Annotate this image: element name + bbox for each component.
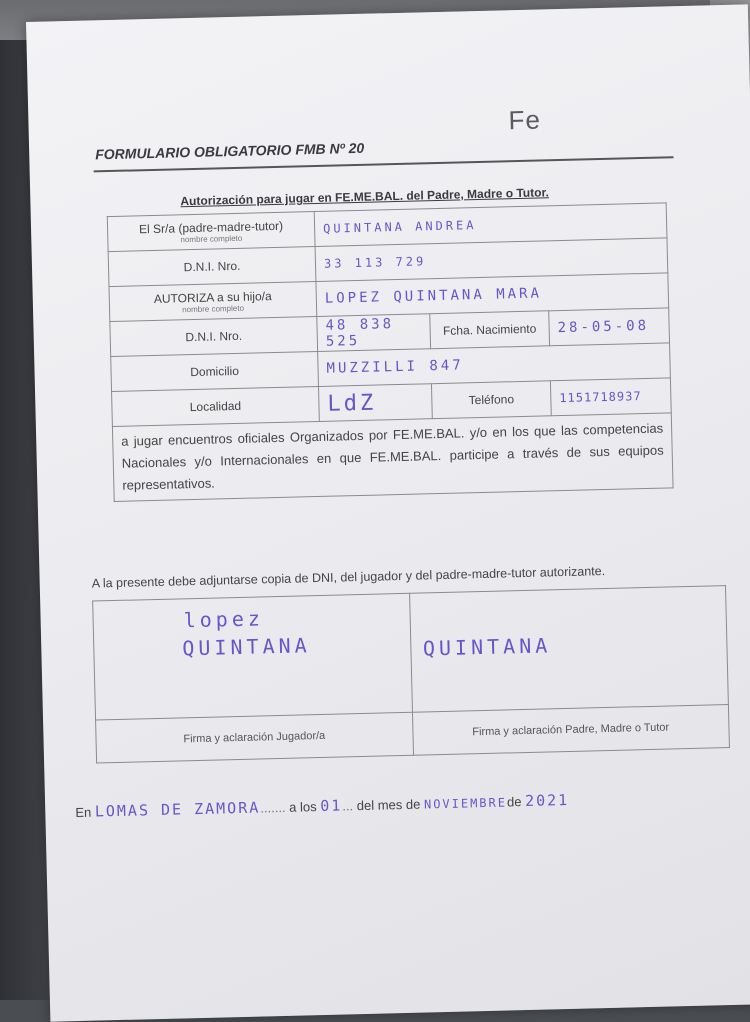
tutor-label-cell <box>107 212 315 252</box>
footer-en: En <box>75 804 92 821</box>
parent-signature: QUINTANA <box>422 633 552 661</box>
tutor-label: El Sr/a (padre-madre-tutor) <box>138 218 284 236</box>
form-paper <box>26 4 750 1021</box>
authorizes-label-cell <box>109 281 317 321</box>
tutor-name-field[interactable]: QUINTANA ANDREA <box>314 203 667 247</box>
player-signature-box[interactable] <box>93 593 412 720</box>
parent-signature-box[interactable] <box>409 586 728 713</box>
signature-space-row <box>93 586 729 720</box>
authorizes-sublabel: nombre completo <box>182 303 245 314</box>
locality-label: Localidad <box>112 386 320 426</box>
player-signature-caption: Firma y aclaración Jugador/a <box>96 712 413 763</box>
address-field[interactable]: MUZZILLI 847 <box>318 343 671 387</box>
birthdate-label: Fcha. Nacimiento <box>430 311 550 349</box>
signature-table <box>92 585 730 763</box>
footer-day-field[interactable]: 01 <box>320 796 343 816</box>
corner-mark: Fe <box>508 104 542 136</box>
dni-copy-note: A la presente debe adjuntarse copia de DNI, del jugador y del padre-madre-tutor autorizante. <box>91 564 606 591</box>
place-date-line <box>75 791 569 821</box>
footer-a-los: a los <box>289 799 317 815</box>
form-subtitle: Autorización para jugar en FE.ME.BAL. del Padre, Madre o Tutor. <box>180 185 549 209</box>
footer-dots: ... <box>342 798 354 814</box>
authorization-paragraph: a jugar encuentros oficiales Organizados por FE.ME.BAL. y/o en los que las competencias Nacionales y/o Internacionales en que FE.ME.BAL. participe a través de sus equipos representativos. <box>112 413 673 502</box>
phone-field[interactable]: 1151718937 <box>550 378 671 416</box>
footer-month-field[interactable]: NOVIEMBRE <box>423 795 508 812</box>
footer-del-mes-de: del mes de <box>356 796 421 814</box>
authorizes-label: AUTORIZA a su hijo/a <box>153 288 272 306</box>
child-dni-field[interactable]: 48 838 525 <box>317 314 431 352</box>
player-signature-line2: QUINTANA <box>182 633 311 661</box>
table-row <box>112 413 673 502</box>
address-label: Domicilio <box>111 351 319 391</box>
locality-field[interactable]: LdZ <box>318 384 432 422</box>
birthdate-field[interactable]: 28-05-08 <box>549 308 670 346</box>
footer-place-field[interactable]: LOMAS DE ZAMORA <box>94 798 261 821</box>
footer-year-field[interactable]: 2021 <box>524 790 570 811</box>
parent-signature-caption: Firma y aclaración Padre, Madre o Tutor <box>412 705 729 756</box>
child-dni-label: D.N.I. Nro. <box>110 316 318 356</box>
footer-dots: ....... <box>260 799 286 816</box>
tutor-dni-label: D.N.I. Nro. <box>108 247 316 287</box>
footer-de: de <box>506 794 522 810</box>
form-title: FORMULARIO OBLIGATORIO FMB Nº 20 <box>95 139 365 163</box>
player-signature-line1: lopez <box>183 606 265 633</box>
phone-label: Teléfono <box>431 381 551 419</box>
child-name-field[interactable]: LOPEZ QUINTANA MARA <box>316 273 669 317</box>
authorization-table <box>107 202 674 502</box>
tutor-dni-field[interactable]: 33 113 729 <box>315 238 668 282</box>
tutor-sublabel: nombre completo <box>180 233 243 244</box>
